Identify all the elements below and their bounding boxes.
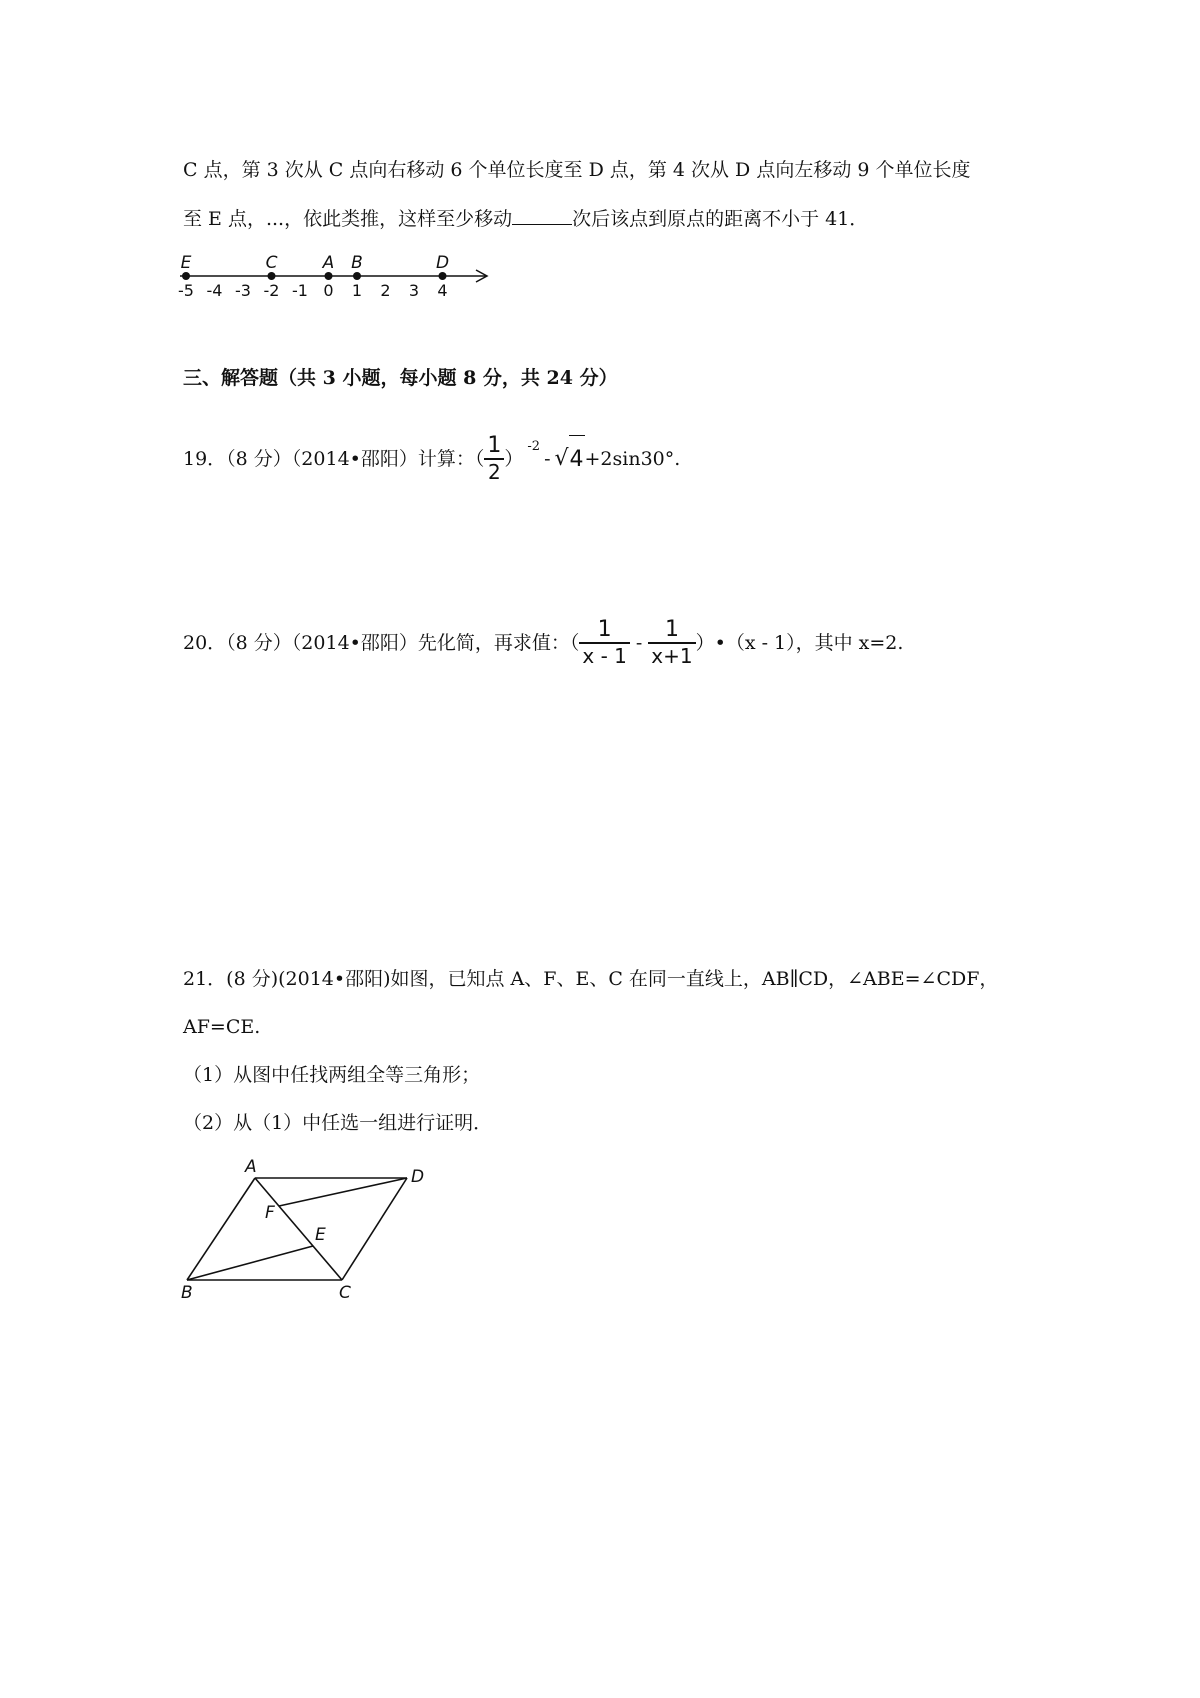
tick-label: -4 <box>206 281 223 300</box>
q21-part1-text: （1）从图中任找两组全等三角形； <box>183 1064 481 1086</box>
q18-line1-text: C 点，第 3 次从 C 点向右移动 6 个单位长度至 D 点，第 4 次从 D 点向左移动 9 个单位长度 <box>183 159 971 181</box>
q20-fraction-1 <box>579 618 630 668</box>
q21-line1-text: 21．(8 分)(2014•邵阳)如图，已知点 A、F、E、C 在同一直线上，AB∥CD，∠ABE=∠CDF， <box>183 968 999 990</box>
q19-frac-den: 2 <box>484 458 504 484</box>
q19-frac-num: 1 <box>487 433 502 458</box>
tick-label: 1 <box>351 281 363 300</box>
point-label-d: D <box>411 1167 425 1187</box>
point-c-label: C <box>265 253 278 273</box>
q19-suffix: +2sin30°. <box>584 448 681 470</box>
segment-df <box>279 1178 407 1206</box>
point-a-dot <box>325 272 333 280</box>
point-b-dot <box>353 272 361 280</box>
q21-part2 <box>183 1111 492 1135</box>
q19-radicand: 4 <box>569 435 585 484</box>
q19-close: ） <box>504 448 524 470</box>
q19 <box>183 423 680 484</box>
q20-fraction-2 <box>648 618 695 668</box>
point-b-label: B <box>351 253 363 273</box>
q18-line1 <box>183 158 971 182</box>
q18-line2 <box>183 206 868 231</box>
point-d-dot <box>439 272 447 280</box>
q19-fraction <box>484 434 504 484</box>
q20-f1-num: 1 <box>597 617 612 642</box>
point-label-a: A <box>245 1157 257 1177</box>
q21-part1 <box>183 1063 480 1087</box>
tick-label: 0 <box>323 281 334 300</box>
q21-line2-text: AF=CE. <box>183 1016 261 1038</box>
answer-blank <box>512 206 572 225</box>
tick-label: -2 <box>263 281 280 300</box>
tick-label: 3 <box>408 281 420 300</box>
q20-suffix: ）•（x - 1），其中 x=2. <box>695 632 904 654</box>
q18-line2-before: 至 E 点，...，依此类推，这样至少移动 <box>183 208 513 230</box>
point-e-label: E <box>180 253 192 273</box>
point-a-label: A <box>322 253 335 273</box>
tick-label: -5 <box>178 281 194 300</box>
q20-f2-num: 1 <box>664 617 679 642</box>
q19-exponent: -2 <box>527 439 541 454</box>
q20 <box>183 614 903 671</box>
q20-minus: - <box>635 632 643 654</box>
point-label-e: E <box>315 1225 326 1245</box>
segment-ac <box>255 1178 342 1280</box>
point-e-dot <box>182 272 190 280</box>
point-label-c: C <box>339 1283 351 1300</box>
q18-line2-after: 次后该点到原点的距离不小于 41． <box>572 208 869 230</box>
tick-label: -1 <box>292 281 308 300</box>
segment-dc <box>342 1178 407 1280</box>
tick-label: 2 <box>380 281 391 300</box>
q20-f1-den: x - 1 <box>579 642 630 668</box>
number-line-figure <box>178 242 498 302</box>
tick-label: -3 <box>235 281 251 300</box>
point-label-f: F <box>265 1203 275 1223</box>
section3-title <box>183 366 618 390</box>
point-label-b: B <box>181 1283 193 1300</box>
tick-label: 4 <box>437 281 448 300</box>
q21-part2-text: （2）从（1）中任选一组进行证明． <box>183 1112 493 1134</box>
q19-minus: - <box>544 448 551 470</box>
q20-f2-den: x+1 <box>648 642 695 668</box>
q21-line2 <box>183 1015 260 1039</box>
q19-prefix: 19．（8 分）（2014•邵阳）计算：（ <box>183 448 485 470</box>
q21-line1 <box>183 967 998 991</box>
q20-prefix: 20．（8 分）（2014•邵阳）先化简，再求值：（ <box>183 632 580 654</box>
geometry-figure <box>175 1152 435 1300</box>
point-c-dot <box>268 272 276 280</box>
point-d-label: D <box>435 253 450 273</box>
section3-title-text: 三、解答题（共 3 小题，每小题 8 分，共 24 分） <box>183 367 618 389</box>
sqrt-icon: √ <box>554 446 569 471</box>
